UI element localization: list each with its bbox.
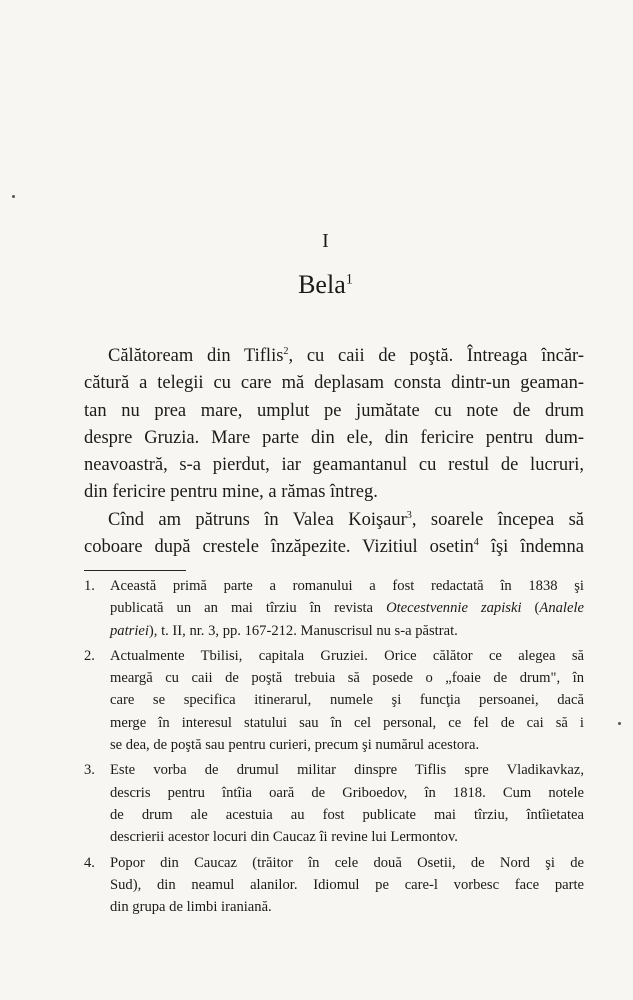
footnote-line: meargă cu caii de poştă trebuia să posede o „foaie de drum", în [110,670,584,687]
footnote-line: se dea, de poştă sau pentru curieri, precum şi numărul acestora. [110,737,480,754]
footnote-line: Sud), din neamul alanilor. Idiomul pe care-l vorbesc face parte [110,876,584,893]
footnote-number: 4. [84,854,95,871]
journal-translation-end: patriei [110,622,149,639]
footnotes [84,575,584,921]
footnote-2 [84,645,584,756]
text-line: coboare după crestele înzăpezite. Vizitiul osetin$^4$ îşi îndemna [84,536,585,558]
chapter-number: I [322,230,329,252]
footnote-divider [84,570,186,571]
footnote-line: Este vorba de drumul militar dinspre Tiflis spre Vladikavkaz, [110,762,584,779]
footnote-ref: 3 [406,509,412,521]
footnote-line: Actualmente Tbilisi, capitala Gruziei. Orice călător ce alegea să [110,647,584,664]
text-line: cătură a telegii cu care mă deplasam consta dintr-un geaman- [84,373,584,394]
text-line: tan nu prea mare, umplut pe jumătate cu note de drum [84,400,584,421]
scan-speck [12,195,15,198]
footnote-ref: 2 [283,345,289,357]
text-line: Cînd am pătruns în Valea Koişaur$^3$, soarele începea să [108,509,584,530]
body-text [84,343,584,561]
footnote-line: care se specifica itinerarul, numele şi funcţia persoanei, dacă [110,692,584,709]
journal-title: Otecestvennie zapiski [386,600,522,617]
footnote-line: descris pentru întîia oară de Griboedov, în 1818. Cum notele [110,784,584,801]
footnote-line: Popor din Caucaz (trăitor în cele două Osetii, de Nord şi de [110,854,584,871]
footnote-4 [84,852,584,919]
footnote-line: din grupa de limbi iraniană. [110,899,272,916]
journal-translation: Analele [539,600,584,617]
footnote-line: merge în interesul statului sau în cel personal, ce fel de cai să i [110,714,584,731]
chapter-title-text: Bela [298,270,346,299]
footnote-line [110,620,584,642]
footnote-line: publicată un an mai tîrziu în revista Otecestvennie zapiski (Analele [110,600,584,617]
text-line: din fericire pentru mine, a rămas întreg. [84,482,378,503]
footnote-line-rest: ), t. II, nr. 3, pp. 167-212. Manuscrisul nu s-a păstrat. [148,622,458,639]
text-line: neavoastră, s-a pierdut, iar geamantanul cu restul de lucruri, [84,455,584,476]
footnote-number: 3. [84,762,95,779]
text-line: despre Gruzia. Mare parte din ele, din fericire pentru dum- [84,427,584,448]
footnote-1 [84,575,584,642]
footnote-ref: 4 [473,536,479,548]
text-line: Călătoream din Tiflis$^2$, cu caii de poştă. Întreaga încăr- [108,345,584,366]
footnote-ref: 1 [345,271,353,288]
chapter-title [0,270,633,300]
footnote-line: Această primă parte a romanului a fost redactată în 1838 şi [110,578,584,594]
footnote-line: de drum ale acestuia au fost publicate mai tîrziu, întîietatea [110,806,584,823]
scan-speck [618,722,621,725]
footnote-number: 2. [84,647,95,664]
footnote-number: 1. [84,578,95,594]
footnote-3 [84,759,584,848]
footnote-line: descrierii acestor locuri din Caucaz îi revine lui Lermontov. [110,829,458,846]
